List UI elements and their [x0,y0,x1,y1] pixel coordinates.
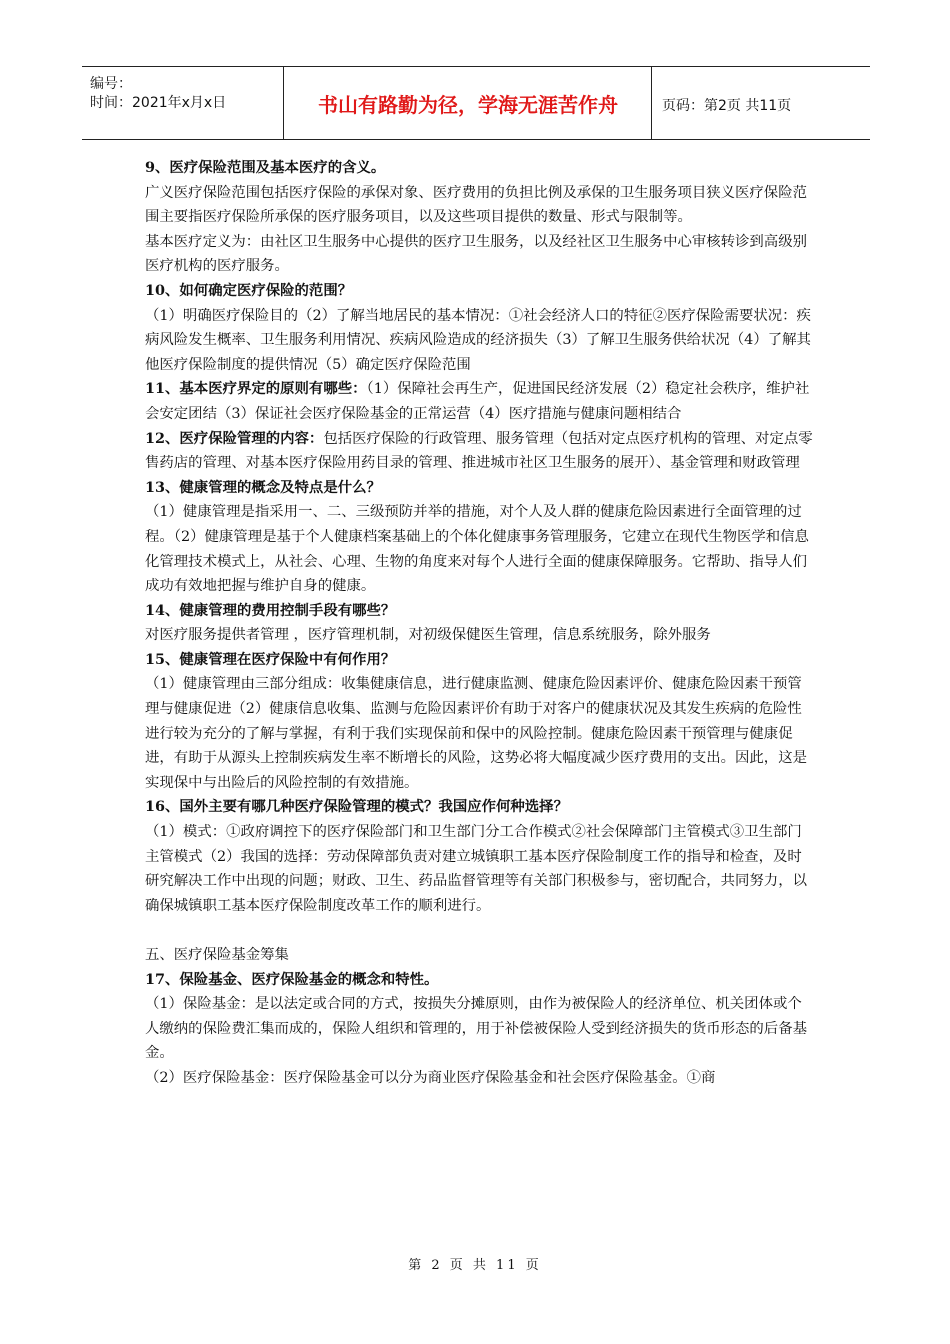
paragraph: （1）保险基金：是以法定或合同的方式，按损失分摊原则，由作为被保险人的经济单位、机关团体或个人缴纳的保险费汇集而成的，保险人组织和管理的，用于补偿被保险人受到经济损失的货币形态的后备基金。 [145,996,807,1062]
question-13: 13、健康管理的概念及特点是什么？ [145,478,381,496]
question-11-paragraph [145,377,813,426]
date-line: 时间：2021年x月x日 [90,95,227,111]
paragraph: （1）模式：①政府调控下的医疗保险部门和卫生部门分工合作模式②社会保障部门主管模式③卫生部门主管模式（2）我国的选择：劳动保障部负责对建立城镇职工基本医疗保险制度工作的指导和检查，及时研究解决工作中出现的问题；财政、卫生、药品监督管理等有关部门积极参与，密切配合，共同努力，以确保城镇职工基本医疗保险制度改革工作的顺利进行。 [145,824,807,914]
answer-11: （1）保障社会再生产，促进国民经济发展（2）稳定社会秩序，维护社会安定团结（3）保证社会医疗保险基金的正常运营（4）医疗措施与健康问题相结合 [145,381,810,422]
document-body [145,156,813,1091]
paragraph: 广义医疗保险范围包括医疗保险的承保对象、医疗费用的负担比例及承保的卫生服务项目狭义医疗保险范围主要指医疗保险所承保的医疗服务项目，以及这些项目提供的数量、形式与限制等。 [145,184,807,226]
question-12-paragraph [145,427,813,476]
question-10: 10、如何确定医疗保险的范围？ [145,281,353,299]
question-15: 15、健康管理在医疗保险中有何作用？ [145,650,396,668]
paragraph: （1）健康管理是指采用一、二、三级预防并举的措施，对个人及人群的健康危险因素进行全面管理的过程。（2）健康管理是基于个人健康档案基础上的个体化健康事务管理服务，它建立在现代生物医学和信息化管理技术模式上，从社会、心理、生物的角度来对每个人进行全面的健康保障服务。它帮助、指导人们成功有效地把握与维护自身的健康。 [145,504,809,595]
header-motto-cell [285,67,652,139]
header-page-cell [653,67,870,139]
paragraph: （2）医疗保险基金：医疗保险基金可以分为商业医疗保险基金和社会医疗保险基金。①商 [145,1069,716,1086]
header-info-cell [82,67,284,139]
motto: 书山有路勤为径，学海无涯苦作舟 [318,93,618,117]
answer-12: 包括医疗保险的行政管理、服务管理（包括对定点医疗机构的管理、对定点零售药店的管理、对基本医疗保险用药目录的管理、推进城市社区卫生服务的展开）、基金管理和财政管理 [145,430,813,472]
question-12: 12、医疗保险管理的内容： [145,429,324,447]
paragraph: 对医疗服务提供者管理 ，医疗管理机制，对初级保健医生管理，信息系统服务，除外服务 [145,627,711,644]
page-header [82,66,870,140]
paragraph: （1）明确医疗保险目的（2）了解当地居民的基本情况：①社会经济人口的特征②医疗保险需要状况：疾病风险发生概率、卫生服务利用情况、疾病风险造成的经济损失（3）了解卫生服务供给状况（4）了解其他医疗保险制度的提供情况（5）确定医疗保险范围 [145,307,811,373]
section-heading: 五、医疗保险基金筹集 [145,947,289,963]
blank-line [145,918,813,943]
question-17: 17、保险基金、医疗保险基金的概念和特性。 [145,970,439,988]
paragraph: （1）健康管理由三部分组成：收集健康信息，进行健康监测、健康危险因素评价、健康危险因素干预管理与健康促进（2）健康信息收集、监测与危险因素评价有助于对客户的健康状况及其发生疾病的危险性进行较为充分的了解与掌握，有利于我们实现保前和保中的风险控制。健康危险因素干预管理与健康促进，有助于从源头上控制疾病发生率不断增长的风险，这势必将大幅度减少医疗费用的支出。因此，这是实现保中与出险后的风险控制的有效措施。 [145,676,807,791]
question-11: 11、基本医疗界定的原则有哪些： [145,380,367,398]
question-16: 16、国外主要有哪几种医疗保险管理的模式？我国应作何种选择？ [145,798,568,816]
question-9: 9、医疗保险范围及基本医疗的含义。 [145,159,386,176]
question-14: 14、健康管理的费用控制手段有哪些？ [145,601,396,619]
page-footer: 第 2 页 共 11 页 [408,1258,542,1273]
number-label: 编号： [90,76,132,92]
paragraph: 基本医疗定义为：由社区卫生服务中心提供的医疗卫生服务，以及经社区卫生服务中心审核转诊到高级别医疗机构的医疗服务。 [145,233,807,275]
page-info: 页码：第2页 共11页 [662,98,792,114]
